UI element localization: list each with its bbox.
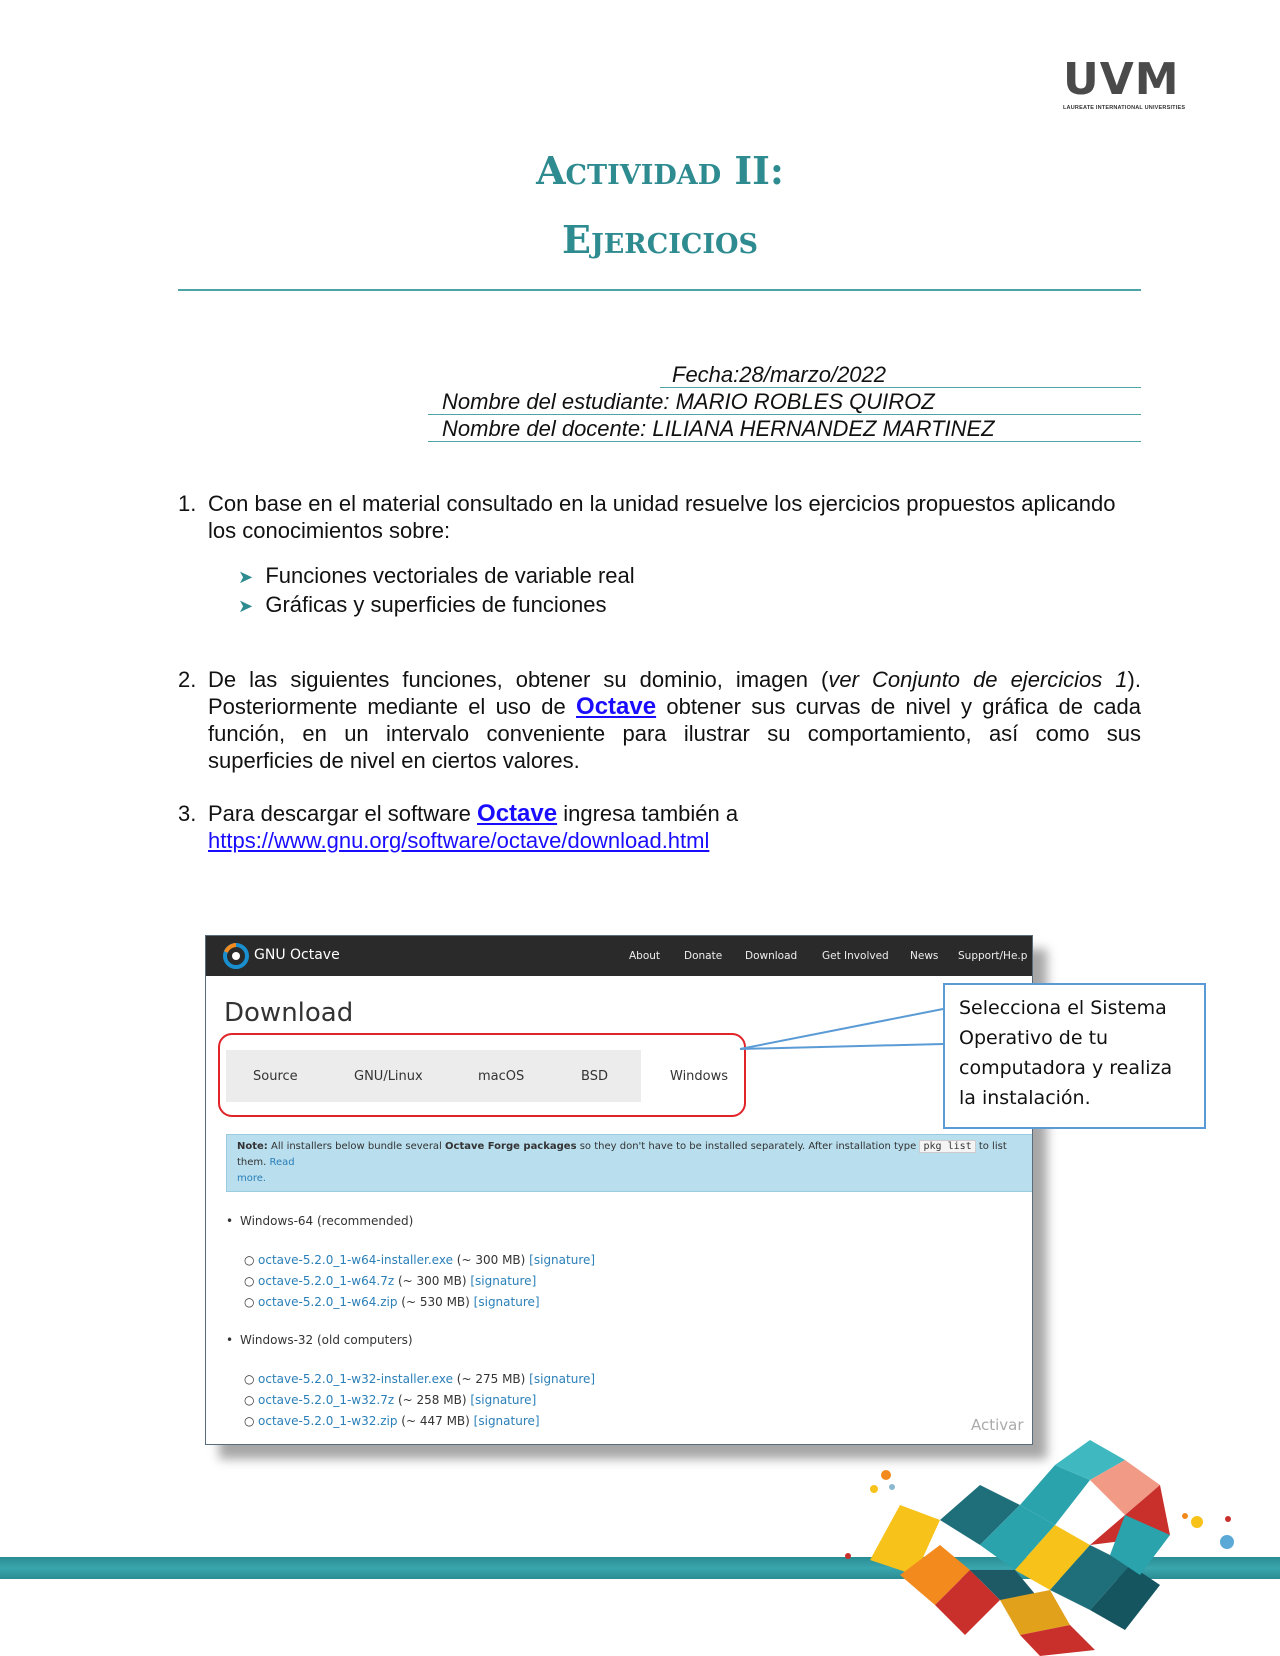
read-more-link[interactable]: Read <box>269 1157 295 1168</box>
group-windows-64: • Windows-64 (recommended) <box>226 1214 414 1228</box>
tab-gnu-linux[interactable]: GNU/Linux <box>354 1069 423 1084</box>
nav-about[interactable]: About <box>629 950 661 962</box>
list-item: ○ octave-5.2.0_1-w32.7z (~ 258 MB) [signature] <box>244 1393 537 1407</box>
tab-macos[interactable]: macOS <box>478 1069 525 1084</box>
octave-brand[interactable]: GNU Octave <box>254 947 340 963</box>
installer-note: Note: All installers below bundle several Octave Forge packages so they don't have to be installed separately. After installation type pkg list to list them. Read more. <box>226 1134 1033 1192</box>
group-windows-32: • Windows-32 (old computers) <box>226 1333 413 1347</box>
nav-support[interactable]: Support/He.p <box>958 950 1028 962</box>
activation-watermark: Activar <box>971 1416 1024 1434</box>
file-link[interactable]: octave-5.2.0_1-w64.7z <box>258 1274 395 1288</box>
read-more-link[interactable]: more. <box>237 1173 267 1184</box>
file-link[interactable]: octave-5.2.0_1-w32-installer.exe <box>258 1372 453 1386</box>
file-link[interactable]: octave-5.2.0_1-w32.zip <box>258 1414 398 1428</box>
item-1-number: 1. <box>178 491 197 516</box>
list-item: ○ octave-5.2.0_1-w32-installer.exe (~ 275 MB) [signature] <box>244 1372 596 1386</box>
file-link[interactable]: octave-5.2.0_1-w64.zip <box>258 1295 398 1309</box>
arrow-bullet-icon: ➤ <box>238 596 254 616</box>
tab-source[interactable]: Source <box>253 1069 298 1084</box>
download-url-link[interactable]: https://www.gnu.org/software/octave/download.html <box>208 828 710 853</box>
item-2-line: superficies de nivel en ciertos valores. <box>208 748 580 773</box>
signature-link[interactable]: [signature] <box>470 1393 537 1407</box>
item-2-number: 2. <box>178 667 197 692</box>
item-2-line: De las siguientes funciones, obtener su dominio, imagen (ver Conjunto de ejercicios 1). <box>208 667 1141 692</box>
nav-news[interactable]: News <box>910 950 939 962</box>
signature-link[interactable]: [signature] <box>473 1295 540 1309</box>
item-3-number: 3. <box>178 801 197 826</box>
file-link[interactable]: octave-5.2.0_1-w64-installer.exe <box>258 1253 453 1267</box>
octave-link[interactable]: Octave <box>576 693 657 720</box>
callout-box: Selecciona el Sistema Operativo de tu computadora y realiza la instalación. <box>943 983 1206 1129</box>
item-1-line: los conocimientos sobre: <box>208 518 451 543</box>
nav-download[interactable]: Download <box>745 950 798 962</box>
list-item: ○ octave-5.2.0_1-w64.zip (~ 530 MB) [signature] <box>244 1295 540 1309</box>
signature-link[interactable]: [signature] <box>529 1253 596 1267</box>
list-item: ○ octave-5.2.0_1-w64.7z (~ 300 MB) [signature] <box>244 1274 537 1288</box>
tab-windows[interactable]: Windows <box>670 1069 729 1084</box>
signature-link[interactable]: [signature] <box>470 1274 537 1288</box>
fecha: Fecha:28/marzo/2022 <box>672 362 887 387</box>
item-3-line: Para descargar el software Octave ingresa también a <box>208 800 739 827</box>
logo-subtitle: LAUREATE INTERNATIONAL UNIVERSITIES <box>1063 105 1186 111</box>
octave-link[interactable]: Octave <box>477 800 558 827</box>
page-subtitle: Ejercicios <box>561 217 758 262</box>
item-1-line: Con base en el material consultado en la unidad resuelve los ejercicios propuestos aplicando <box>208 491 1116 516</box>
bullet-text: Gráficas y superficies de funciones <box>265 592 607 617</box>
item-2-line: Posteriormente mediante el uso de Octave obtener sus curvas de nivel y gráfica de cada <box>208 693 1141 720</box>
student-name: Nombre del estudiante: MARIO ROBLES QUIROZ <box>442 389 935 414</box>
file-link[interactable]: octave-5.2.0_1-w32.7z <box>258 1393 395 1407</box>
decorative-cubes-graphic <box>840 1425 1240 1656</box>
tab-bsd[interactable]: BSD <box>581 1069 608 1084</box>
list-item: ○ octave-5.2.0_1-w64-installer.exe (~ 300 MB) [signature] <box>244 1253 596 1267</box>
item-2-line: función, en un intervalo conveniente para ilustrar su comportamiento, así como sus <box>208 721 1141 746</box>
page-title: Actividad II: <box>536 148 784 193</box>
nav-get-involved[interactable]: Get Involved <box>822 950 889 962</box>
logo-text: UVM <box>1063 54 1180 105</box>
list-item: ○ octave-5.2.0_1-w32.zip (~ 447 MB) [signature] <box>244 1414 540 1428</box>
arrow-bullet-icon: ➤ <box>238 567 254 587</box>
signature-link[interactable]: [signature] <box>529 1372 596 1386</box>
teacher-name: Nombre del docente: LILIANA HERNANDEZ MARTINEZ <box>442 416 995 441</box>
nav-donate[interactable]: Donate <box>684 950 723 962</box>
signature-link[interactable]: [signature] <box>473 1414 540 1428</box>
bullet-text: Funciones vectoriales de variable real <box>265 563 635 588</box>
download-heading: Download <box>224 998 354 1028</box>
